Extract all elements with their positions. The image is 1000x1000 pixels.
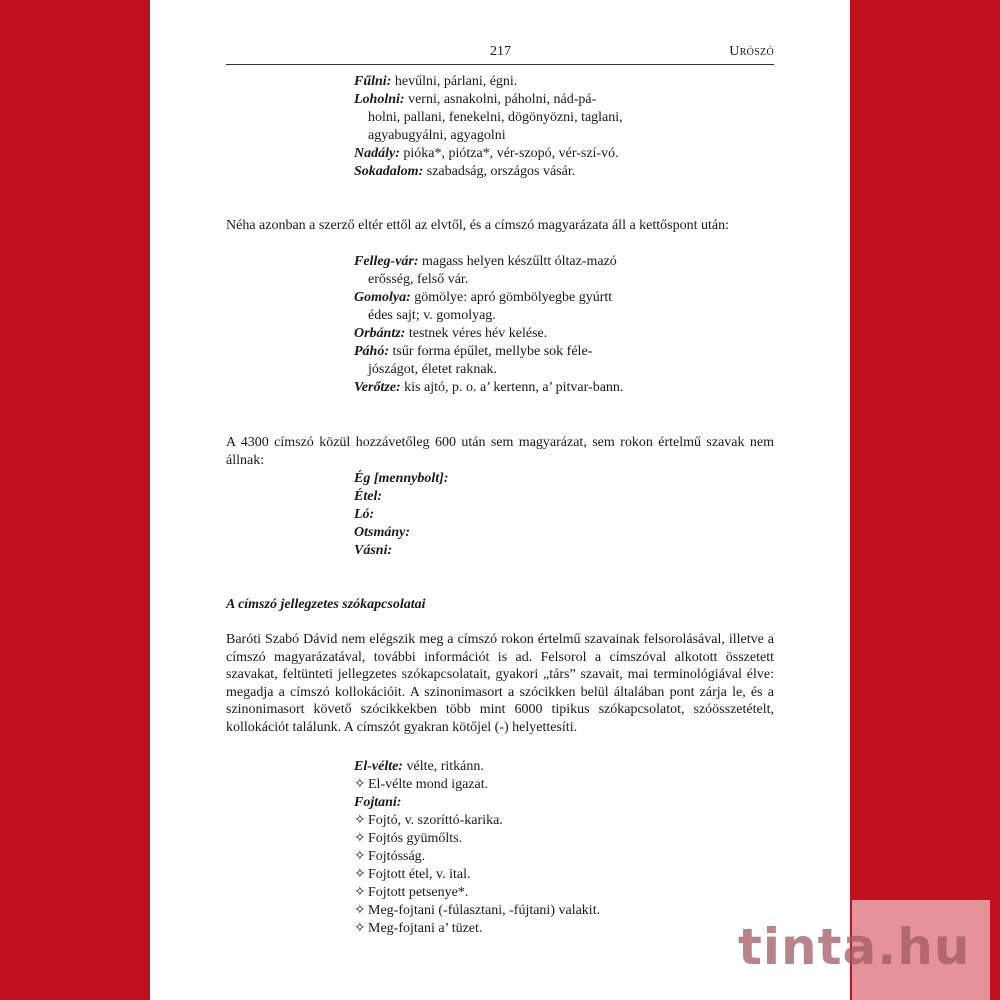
body-paragraph: Baróti Szabó Dávid nem elégszik meg a címszó rokon értelmű szavainak felsorolásával, illetve a címszó magyarázatával, további információt is ad. Felsorol a címszóval alkotott összetett szavakat, feltünteti jellegzetes szókapcsolatait, gyakori „társ” szavait, mai terminológiával élve: megadja a címszó kollokációit. A szinonimasort a szócikken belül általában pont zárja le, és a szinonimasort követő szócikkekben több mint 6000 tipikus szókapcsolatot, szóösszetételt, kollokációt találunk. A címszót gyakran kötőjel (-) helyettesíti. (226, 632, 774, 735)
dictionary-entry (354, 758, 654, 776)
entry-text: verni, asnakolni, páholni, nád-pá-holni, pallani, fenekelni, dögönyözni, taglani, agyabugyálni, agyagolni (368, 92, 623, 143)
dictionary-entry (354, 325, 624, 343)
collocation: ✧ Fojtott petsenye*. (354, 885, 469, 900)
headword: Orbántz: (354, 326, 406, 341)
entry-list-explanations (354, 253, 624, 397)
headword: Vásni: (354, 543, 393, 558)
headword: El-vélte: (354, 759, 403, 774)
headword: Ég [mennybolt]: (354, 471, 449, 486)
entry-text: vélte, ritkánn. (406, 759, 484, 774)
entry-text: pióka*, piótza*, vér-szopó, vér-szí-vó. (403, 146, 619, 161)
collocation: ✧ Fojtott étel, v. ital. (354, 867, 471, 882)
headword: Otsmány: (354, 525, 410, 540)
entry-text: gömölye: apró gömbölyegbe gyúrtt édes sajt; v. gomolyag. (368, 290, 613, 323)
entry-text: magass helyen készűltt óltaz-mazó erősség, felső vár. (368, 254, 617, 287)
book-page (150, 0, 850, 1000)
headword: Fűlni: (354, 74, 392, 89)
section-title: Urószó (729, 44, 774, 59)
dictionary-entry (354, 163, 624, 181)
collocation: ✧ Meg-fojtani (-fúlasztani, -fújtani) valakit. (354, 903, 601, 918)
headword: Felleg-vár: (354, 254, 419, 269)
headword: Gomolya: (354, 290, 411, 305)
entry-text: hevűlni, párlani, égni. (394, 74, 518, 89)
entry-list-bare (354, 470, 624, 560)
headword: Sokadalom: (354, 164, 424, 179)
headword: Ló: (354, 507, 375, 522)
headword: Nadály: (354, 146, 400, 161)
entry-text: testnek véres hév kelése. (408, 326, 548, 341)
entry-text: tsűr forma épűlet, mellybe sok féle-jószágot, életet raknak. (368, 344, 593, 377)
collocation: ✧ Fojtós gyümőlts. (354, 831, 463, 846)
diamond-icon: ✧ (354, 921, 366, 936)
diamond-icon: ✧ (354, 777, 366, 792)
entry-list-synonyms (354, 73, 624, 181)
diamond-icon: ✧ (354, 813, 366, 828)
dictionary-entry (354, 145, 624, 163)
dictionary-entry (354, 73, 624, 91)
headword: Verőtze: (354, 380, 401, 395)
entry-list-collocations (354, 758, 654, 938)
dictionary-entry (354, 91, 624, 145)
watermark-logo: tinta.hu (738, 918, 971, 976)
entry-text: szabadság, országos vásár. (426, 164, 576, 179)
entry-text: kis ajtó, p. o. a’ kertenn, a’ pitvar-bann. (404, 380, 624, 395)
collocation: ✧ Fojtósság. (354, 849, 426, 864)
collocation: ✧ Fojtó, v. szoríttó-karika. (354, 813, 503, 828)
diamond-icon: ✧ (354, 831, 366, 846)
headword: Fojtani: (354, 795, 402, 810)
collocation: ✧ Meg-fojtani a’ tüzet. (354, 921, 483, 936)
headword: Páhó: (354, 344, 389, 359)
body-paragraph: A 4300 címszó közül hozzávetőleg 600 után sem magyarázat, sem rokon értelmű szavak nem állnak: (226, 435, 774, 468)
diamond-icon: ✧ (354, 867, 366, 882)
running-head (226, 44, 774, 65)
section-subtitle: A címszó jellegzetes szókapcsolatai (226, 597, 426, 612)
dictionary-entry (354, 343, 624, 379)
collocation: ✧ El-vélte mond igazat. (354, 777, 489, 792)
dictionary-entry (354, 379, 624, 397)
dictionary-entry (354, 289, 624, 325)
body-paragraph: Néha azonban a szerző eltér ettől az elvtől, és a címszó magyarázata áll a kettőspont után: (226, 218, 729, 233)
diamond-icon: ✧ (354, 885, 366, 900)
diamond-icon: ✧ (354, 849, 366, 864)
headword: Loholni: (354, 92, 405, 107)
dictionary-entry (354, 253, 624, 289)
diamond-icon: ✧ (354, 903, 366, 918)
page-number: 217 (490, 44, 511, 59)
headword: Étel: (354, 489, 382, 504)
